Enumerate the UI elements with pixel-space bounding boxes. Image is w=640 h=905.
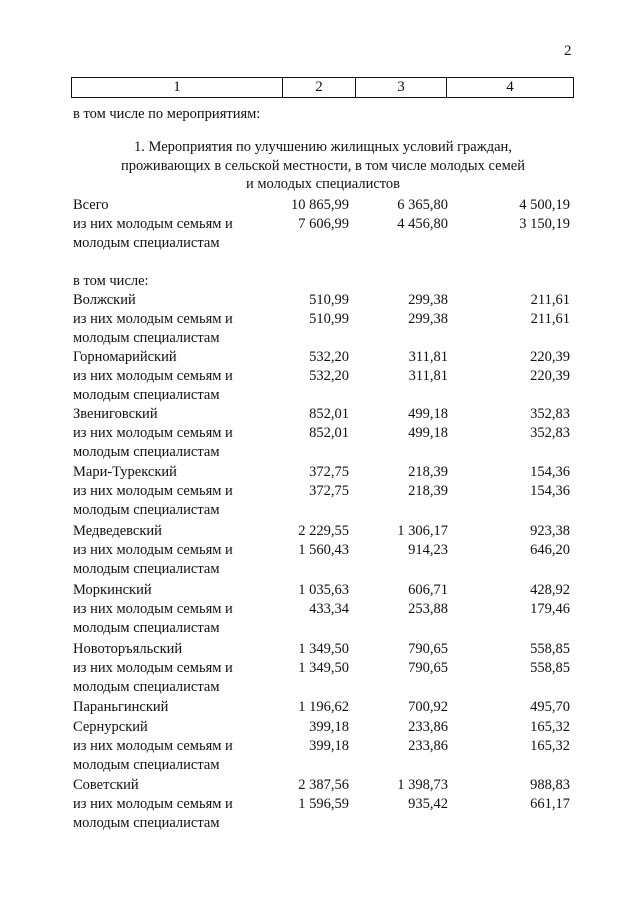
column-header-row (72, 78, 574, 98)
row-value-c2: 433,34 (309, 601, 349, 617)
row-label: из них молодым семьям и (73, 601, 233, 617)
column-header-table (71, 77, 574, 98)
row-value-c4: 165,32 (530, 738, 570, 754)
row-value-c2: 1 349,50 (298, 660, 349, 676)
row-value-c3: 253,88 (408, 601, 448, 617)
row-value-c4: 4 500,19 (519, 197, 570, 213)
column-header-1: 1 (72, 78, 283, 98)
row-value-c4: 165,32 (530, 719, 570, 735)
row-label: в том числе: (73, 273, 149, 289)
table-row (0, 290, 640, 310)
row-value-c2: 852,01 (309, 425, 349, 441)
table-row (0, 481, 640, 501)
row-value-c2: 510,99 (309, 311, 349, 327)
row-value-c2: 399,18 (309, 719, 349, 735)
row-value-c4: 495,70 (530, 699, 570, 715)
row-value-c4: 211,61 (530, 292, 570, 308)
table-row (0, 195, 640, 215)
row-value-c3: 218,39 (408, 483, 448, 499)
row-label: Сернурский (73, 719, 148, 735)
row-value-c4: 558,85 (530, 660, 570, 676)
row-label: молодым специалистам (73, 502, 220, 518)
row-value-c2: 1 596,59 (298, 796, 349, 812)
row-label: Волжский (73, 292, 136, 308)
table-row (0, 309, 640, 329)
table-row (0, 813, 640, 833)
table-row (0, 462, 640, 482)
row-value-c3: 790,65 (408, 660, 448, 676)
row-value-c3: 6 365,80 (397, 197, 448, 213)
table-row (0, 580, 640, 600)
column-header-4: 4 (447, 78, 574, 98)
row-value-c3: 4 456,80 (397, 216, 448, 232)
row-label: молодым специалистам (73, 561, 220, 577)
row-value-c4: 211,61 (530, 311, 570, 327)
row-value-c3: 790,65 (408, 641, 448, 657)
row-value-c3: 1 306,17 (397, 523, 448, 539)
row-value-c3: 914,23 (408, 542, 448, 558)
table-row (0, 775, 640, 795)
row-value-c3: 935,42 (408, 796, 448, 812)
table-row (0, 755, 640, 775)
row-value-c4: 220,39 (530, 368, 570, 384)
table-row (0, 385, 640, 405)
row-value-c4: 558,85 (530, 641, 570, 657)
table-row (0, 347, 640, 367)
section-title-line: и молодых специалистов (245, 176, 401, 193)
row-label: из них молодым семьям и (73, 216, 233, 232)
row-value-c3: 311,81 (408, 349, 448, 365)
row-label: Параньгинский (73, 699, 169, 715)
row-value-c4: 988,83 (530, 777, 570, 793)
table-row (0, 521, 640, 541)
row-label: из них молодым семьям и (73, 542, 233, 558)
row-value-c4: 923,38 (530, 523, 570, 539)
row-value-c2: 510,99 (309, 292, 349, 308)
row-value-c2: 1 035,63 (298, 582, 349, 598)
row-value-c2: 7 606,99 (298, 216, 349, 232)
table-row (0, 717, 640, 737)
row-value-c2: 532,20 (309, 349, 349, 365)
row-value-c3: 1 398,73 (397, 777, 448, 793)
row-value-c3: 233,86 (408, 738, 448, 754)
row-value-c4: 3 150,19 (519, 216, 570, 232)
row-value-c4: 661,17 (530, 796, 570, 812)
row-label: Горномарийский (73, 349, 177, 365)
section-title-line: проживающих в сельской местности, в том числе молодых семей (121, 157, 525, 174)
row-value-c4: 352,83 (530, 406, 570, 422)
row-value-c2: 10 865,99 (291, 197, 349, 213)
row-value-c3: 499,18 (408, 425, 448, 441)
row-value-c4: 428,92 (530, 582, 570, 598)
row-value-c4: 352,83 (530, 425, 570, 441)
row-label: Всего (73, 197, 109, 213)
row-label: Звениговский (73, 406, 158, 422)
row-label: из них молодым семьям и (73, 368, 233, 384)
row-value-c4: 179,46 (530, 601, 570, 617)
row-value-c2: 1 349,50 (298, 641, 349, 657)
section-title-line: 1. Мероприятия по улучшению жилищных условий граждан, (134, 139, 512, 155)
row-value-c3: 299,38 (408, 311, 448, 327)
table-row (0, 271, 640, 291)
intro-text: в том числе по мероприятиям: (73, 106, 261, 122)
table-row (0, 233, 640, 253)
table-row (0, 618, 640, 638)
table-row (0, 214, 640, 234)
row-value-c3: 311,81 (408, 368, 448, 384)
row-value-c2: 2 229,55 (298, 523, 349, 539)
row-label: молодым специалистам (73, 679, 220, 695)
row-label: молодым специалистам (73, 620, 220, 636)
row-value-c2: 2 387,56 (298, 777, 349, 793)
row-value-c4: 646,20 (530, 542, 570, 558)
row-value-c2: 532,20 (309, 368, 349, 384)
row-label: из них молодым семьям и (73, 796, 233, 812)
row-value-c2: 852,01 (309, 406, 349, 422)
column-header-2: 2 (283, 78, 356, 98)
row-label: Моркинский (73, 582, 152, 598)
table-row (0, 736, 640, 756)
row-label: молодым специалистам (73, 444, 220, 460)
row-label: из них молодым семьям и (73, 660, 233, 676)
row-value-c3: 299,38 (408, 292, 448, 308)
table-row (0, 404, 640, 424)
row-label: молодым специалистам (73, 757, 220, 773)
table-row (0, 328, 640, 348)
row-label: из них молодым семьям и (73, 483, 233, 499)
row-value-c2: 372,75 (309, 464, 349, 480)
row-label: Новоторъяльский (73, 641, 183, 657)
row-value-c2: 372,75 (309, 483, 349, 499)
table-row (0, 540, 640, 560)
row-value-c3: 606,71 (408, 582, 448, 598)
row-value-c3: 218,39 (408, 464, 448, 480)
row-label: молодым специалистам (73, 387, 220, 403)
row-value-c2: 399,18 (309, 738, 349, 754)
table-row (0, 559, 640, 579)
row-value-c3: 700,92 (408, 699, 448, 715)
table-row (0, 366, 640, 386)
row-value-c3: 499,18 (408, 406, 448, 422)
row-label: Мари-Турекский (73, 464, 177, 480)
table-row (0, 423, 640, 443)
table-row (0, 442, 640, 462)
table-row (0, 794, 640, 814)
table-row (0, 658, 640, 678)
section-title (72, 138, 574, 194)
row-value-c2: 1 560,43 (298, 542, 349, 558)
row-label: молодым специалистам (73, 235, 220, 251)
row-value-c4: 154,36 (530, 483, 570, 499)
row-label: из них молодым семьям и (73, 311, 233, 327)
row-label: молодым специалистам (73, 815, 220, 831)
row-label: из них молодым семьям и (73, 738, 233, 754)
row-label: Советский (73, 777, 139, 793)
row-value-c2: 1 196,62 (298, 699, 349, 715)
row-label: Медведевский (73, 523, 162, 539)
row-value-c3: 233,86 (408, 719, 448, 735)
row-value-c4: 220,39 (530, 349, 570, 365)
table-row (0, 697, 640, 717)
table-row (0, 599, 640, 619)
row-label: молодым специалистам (73, 330, 220, 346)
column-header-3: 3 (356, 78, 447, 98)
page-number: 2 (564, 43, 572, 59)
table-row (0, 500, 640, 520)
row-label: из них молодым семьям и (73, 425, 233, 441)
table-row (0, 677, 640, 697)
row-value-c4: 154,36 (530, 464, 570, 480)
table-row (0, 639, 640, 659)
